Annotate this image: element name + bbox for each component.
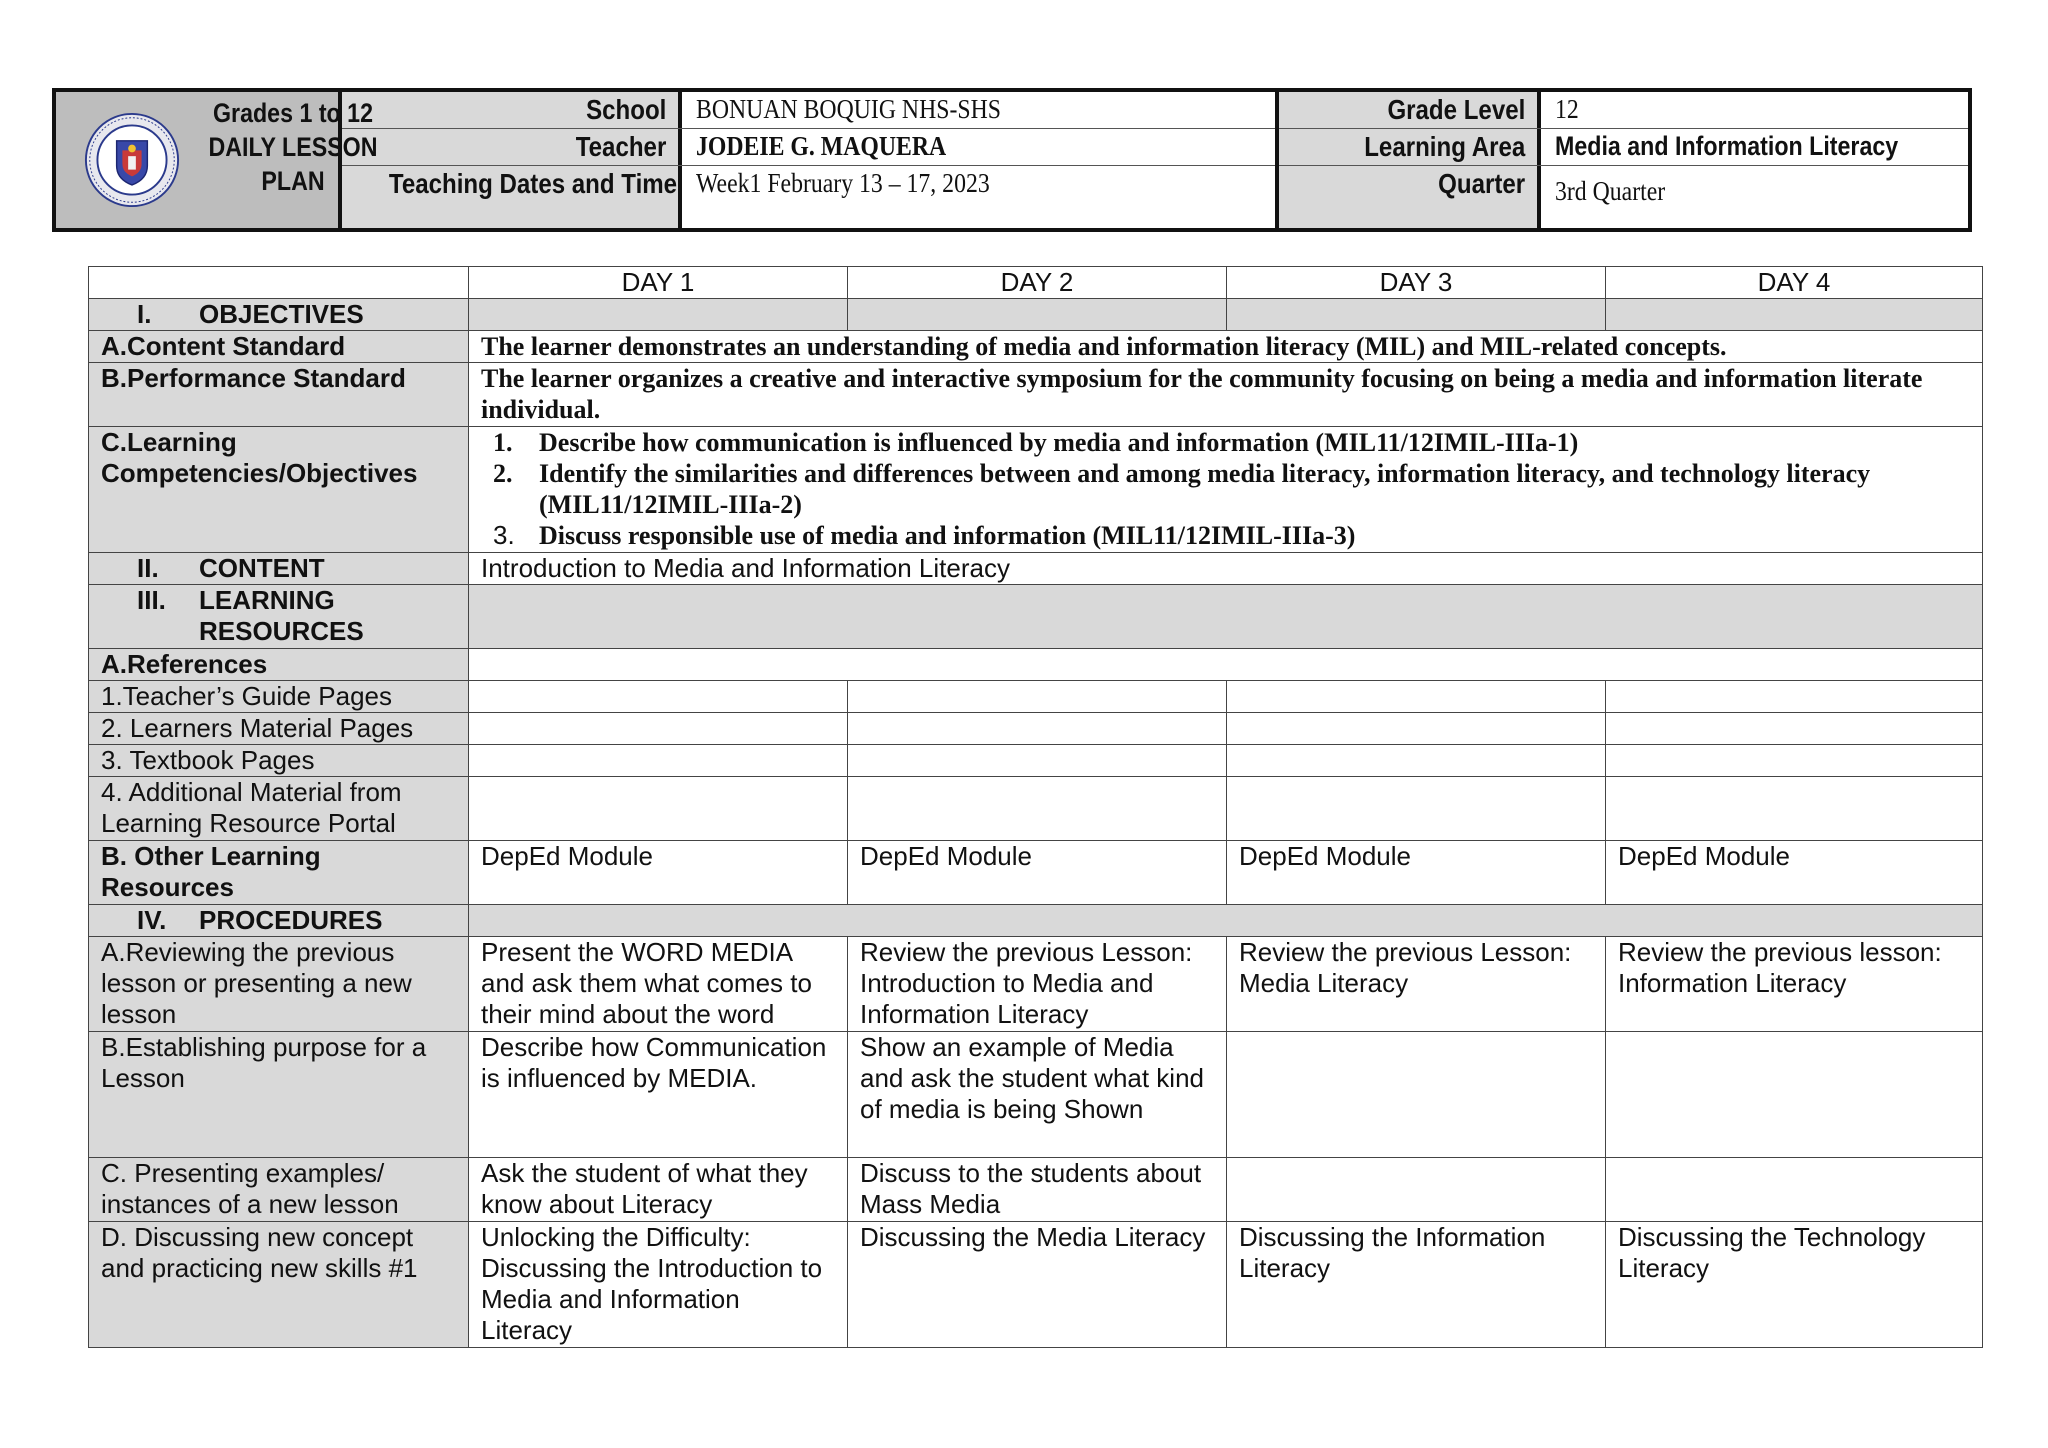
table-cell: Discussing the Media Literacy	[848, 1222, 1227, 1348]
section-cell	[469, 905, 1983, 937]
section-heading: IV. PROCEDURES	[89, 905, 469, 937]
table-cell	[1606, 681, 1983, 713]
day-header: DAY 2	[848, 267, 1227, 299]
table-cell	[469, 745, 848, 777]
table-cell: Review the previous Lesson: Media Literacy	[1227, 937, 1606, 1032]
row-label: 4. Additional Material from Learning Resource Portal	[89, 777, 469, 841]
competencies-cell	[469, 427, 1983, 553]
table-cell	[1227, 713, 1606, 745]
header-title-line: Grades 1 to 12	[212, 98, 374, 128]
row-label: 3. Textbook Pages	[89, 745, 469, 777]
row-label: B. Other Learning Resources	[89, 841, 469, 905]
deped-seal-icon	[84, 112, 180, 208]
table-cell: Review the previous lesson: Information Literacy	[1606, 937, 1983, 1032]
textbook-row	[89, 745, 1983, 777]
learning-area-value: Media and Information Literacy	[1554, 131, 1899, 161]
school-label: School	[342, 92, 682, 128]
header-row-area	[1279, 128, 1968, 165]
row-label: A.Reviewing the previous lesson or presenting a new lesson	[89, 937, 469, 1032]
section-heading: I. OBJECTIVES	[89, 299, 469, 331]
lesson-plan-header	[52, 88, 1972, 232]
header-row-grade	[1279, 92, 1968, 128]
school-value: BONUAN BOQUIG NHS-SHS	[695, 94, 1001, 124]
table-cell: DepEd Module	[848, 841, 1227, 905]
section-heading: III. LEARNING RESOURCES	[89, 585, 469, 649]
table-cell	[1227, 681, 1606, 713]
header-title	[196, 96, 390, 198]
table-cell: DepEd Module	[469, 841, 848, 905]
section-cell	[1606, 299, 1983, 331]
objectives-section-row	[89, 299, 1983, 331]
table-cell	[1227, 745, 1606, 777]
procedure-row-a	[89, 937, 1983, 1032]
performance-standard-row	[89, 363, 1983, 427]
day-header-row	[89, 267, 1983, 299]
learners-material-row	[89, 713, 1983, 745]
additional-material-row	[89, 777, 1983, 841]
competencies-row	[89, 427, 1983, 553]
corner-cell	[89, 267, 469, 299]
procedure-row-c	[89, 1158, 1983, 1222]
table-cell	[469, 681, 848, 713]
section-cell	[1227, 299, 1606, 331]
teacher-value: JODEIE G. MAQUERA	[695, 131, 946, 161]
table-cell	[848, 777, 1227, 841]
header-row-school	[342, 92, 1275, 128]
table-cell	[1227, 777, 1606, 841]
references-cell	[469, 649, 1983, 681]
row-label: C. Presenting examples/ instances of a new lesson	[89, 1158, 469, 1222]
competencies-list	[481, 427, 1970, 551]
row-label: A.References	[89, 649, 469, 681]
table-cell	[848, 745, 1227, 777]
table-cell: Review the previous Lesson: Introduction to Media and Information Literacy	[848, 937, 1227, 1032]
references-row	[89, 649, 1983, 681]
row-label: D. Discussing new concept and practicing new skills #1	[89, 1222, 469, 1348]
header-row-quarter	[1279, 165, 1968, 228]
learning-resources-row	[89, 585, 1983, 649]
content-row	[89, 553, 1983, 585]
dates-label: Teaching Dates and Time	[342, 166, 682, 228]
content-standard-text: The learner demonstrates an understanding of media and information literacy (MIL) and MIL-related concepts.	[469, 331, 1983, 363]
table-cell	[1606, 1158, 1983, 1222]
header-logo-area	[56, 92, 378, 228]
procedures-section-row	[89, 905, 1983, 937]
day-header: DAY 3	[1227, 267, 1606, 299]
table-cell	[1606, 1032, 1983, 1158]
list-item: 2. Identify the similarities and differences between and among media literacy, information literacy, and technology literacy (MIL11/12IMIL-IIIa-2)	[493, 459, 1871, 519]
header-row-dates	[342, 165, 1275, 228]
row-label: 1.Teacher’s Guide Pages	[89, 681, 469, 713]
teachers-guide-row	[89, 681, 1983, 713]
procedure-row-d	[89, 1222, 1983, 1348]
quarter-value: 3rd Quarter	[1554, 176, 1666, 206]
table-cell	[1227, 1158, 1606, 1222]
table-cell: Present the WORD MEDIA and ask them what comes to their mind about the word	[469, 937, 848, 1032]
section-cell	[469, 585, 1983, 649]
table-cell: Describe how Communication is influenced by MEDIA.	[469, 1032, 848, 1158]
list-item: 1. Describe how communication is influenced by media and information (MIL11/12IMIL-IIIa-1)	[493, 428, 1579, 457]
table-cell	[1606, 713, 1983, 745]
list-item: 3. Discuss responsible use of media and information (MIL11/12IMIL-IIIa-3)	[493, 520, 1356, 550]
table-cell: Discussing the Information Literacy	[1227, 1222, 1606, 1348]
grade-level-value: 12	[1554, 94, 1579, 124]
table-cell	[1227, 1032, 1606, 1158]
content-value: Introduction to Media and Information Literacy	[469, 553, 1983, 585]
procedure-row-b	[89, 1032, 1983, 1158]
day-header: DAY 4	[1606, 267, 1983, 299]
table-cell: DepEd Module	[1606, 841, 1983, 905]
other-resources-row	[89, 841, 1983, 905]
quarter-label: Quarter	[1279, 166, 1541, 228]
table-cell: Discuss to the students about Mass Media	[848, 1158, 1227, 1222]
row-label: C.Learning Competencies/Objectives	[89, 427, 469, 553]
teacher-label: Teacher	[342, 129, 682, 165]
row-label: 2. Learners Material Pages	[89, 713, 469, 745]
table-cell	[1606, 745, 1983, 777]
table-cell	[469, 713, 848, 745]
header-title-line: PLAN	[261, 166, 325, 196]
header-middle	[342, 92, 1279, 228]
section-cell	[848, 299, 1227, 331]
dates-value: Week1 February 13 – 17, 2023	[695, 168, 990, 198]
grade-level-label: Grade Level	[1279, 92, 1541, 128]
content-standard-row	[89, 331, 1983, 363]
table-cell: Discussing the Technology Literacy	[1606, 1222, 1983, 1348]
row-label: A.Content Standard	[89, 331, 469, 363]
table-cell: Unlocking the Difficulty: Discussing the Introduction to Media and Information Literacy	[469, 1222, 848, 1348]
table-cell: DepEd Module	[1227, 841, 1606, 905]
table-cell: Ask the student of what they know about Literacy	[469, 1158, 848, 1222]
table-cell	[1606, 777, 1983, 841]
learning-area-label: Learning Area	[1279, 129, 1541, 165]
table-cell	[848, 713, 1227, 745]
header-title-line: DAILY LESSON	[208, 132, 378, 162]
performance-standard-text: The learner organizes a creative and interactive symposium for the community focusing on being a media and information literate individual.	[469, 363, 1983, 427]
table-cell	[469, 777, 848, 841]
day-header: DAY 1	[469, 267, 848, 299]
table-cell: Show an example of Media and ask the student what kind of media is being Shown	[848, 1032, 1227, 1158]
table-cell	[848, 681, 1227, 713]
lesson-plan-table	[88, 266, 1983, 1348]
row-label: B.Performance Standard	[89, 363, 469, 427]
header-right	[1279, 92, 1968, 228]
section-heading: II. CONTENT	[89, 553, 469, 585]
row-label: B.Establishing purpose for a Lesson	[89, 1032, 469, 1158]
header-row-teacher	[342, 128, 1275, 165]
section-cell	[469, 299, 848, 331]
